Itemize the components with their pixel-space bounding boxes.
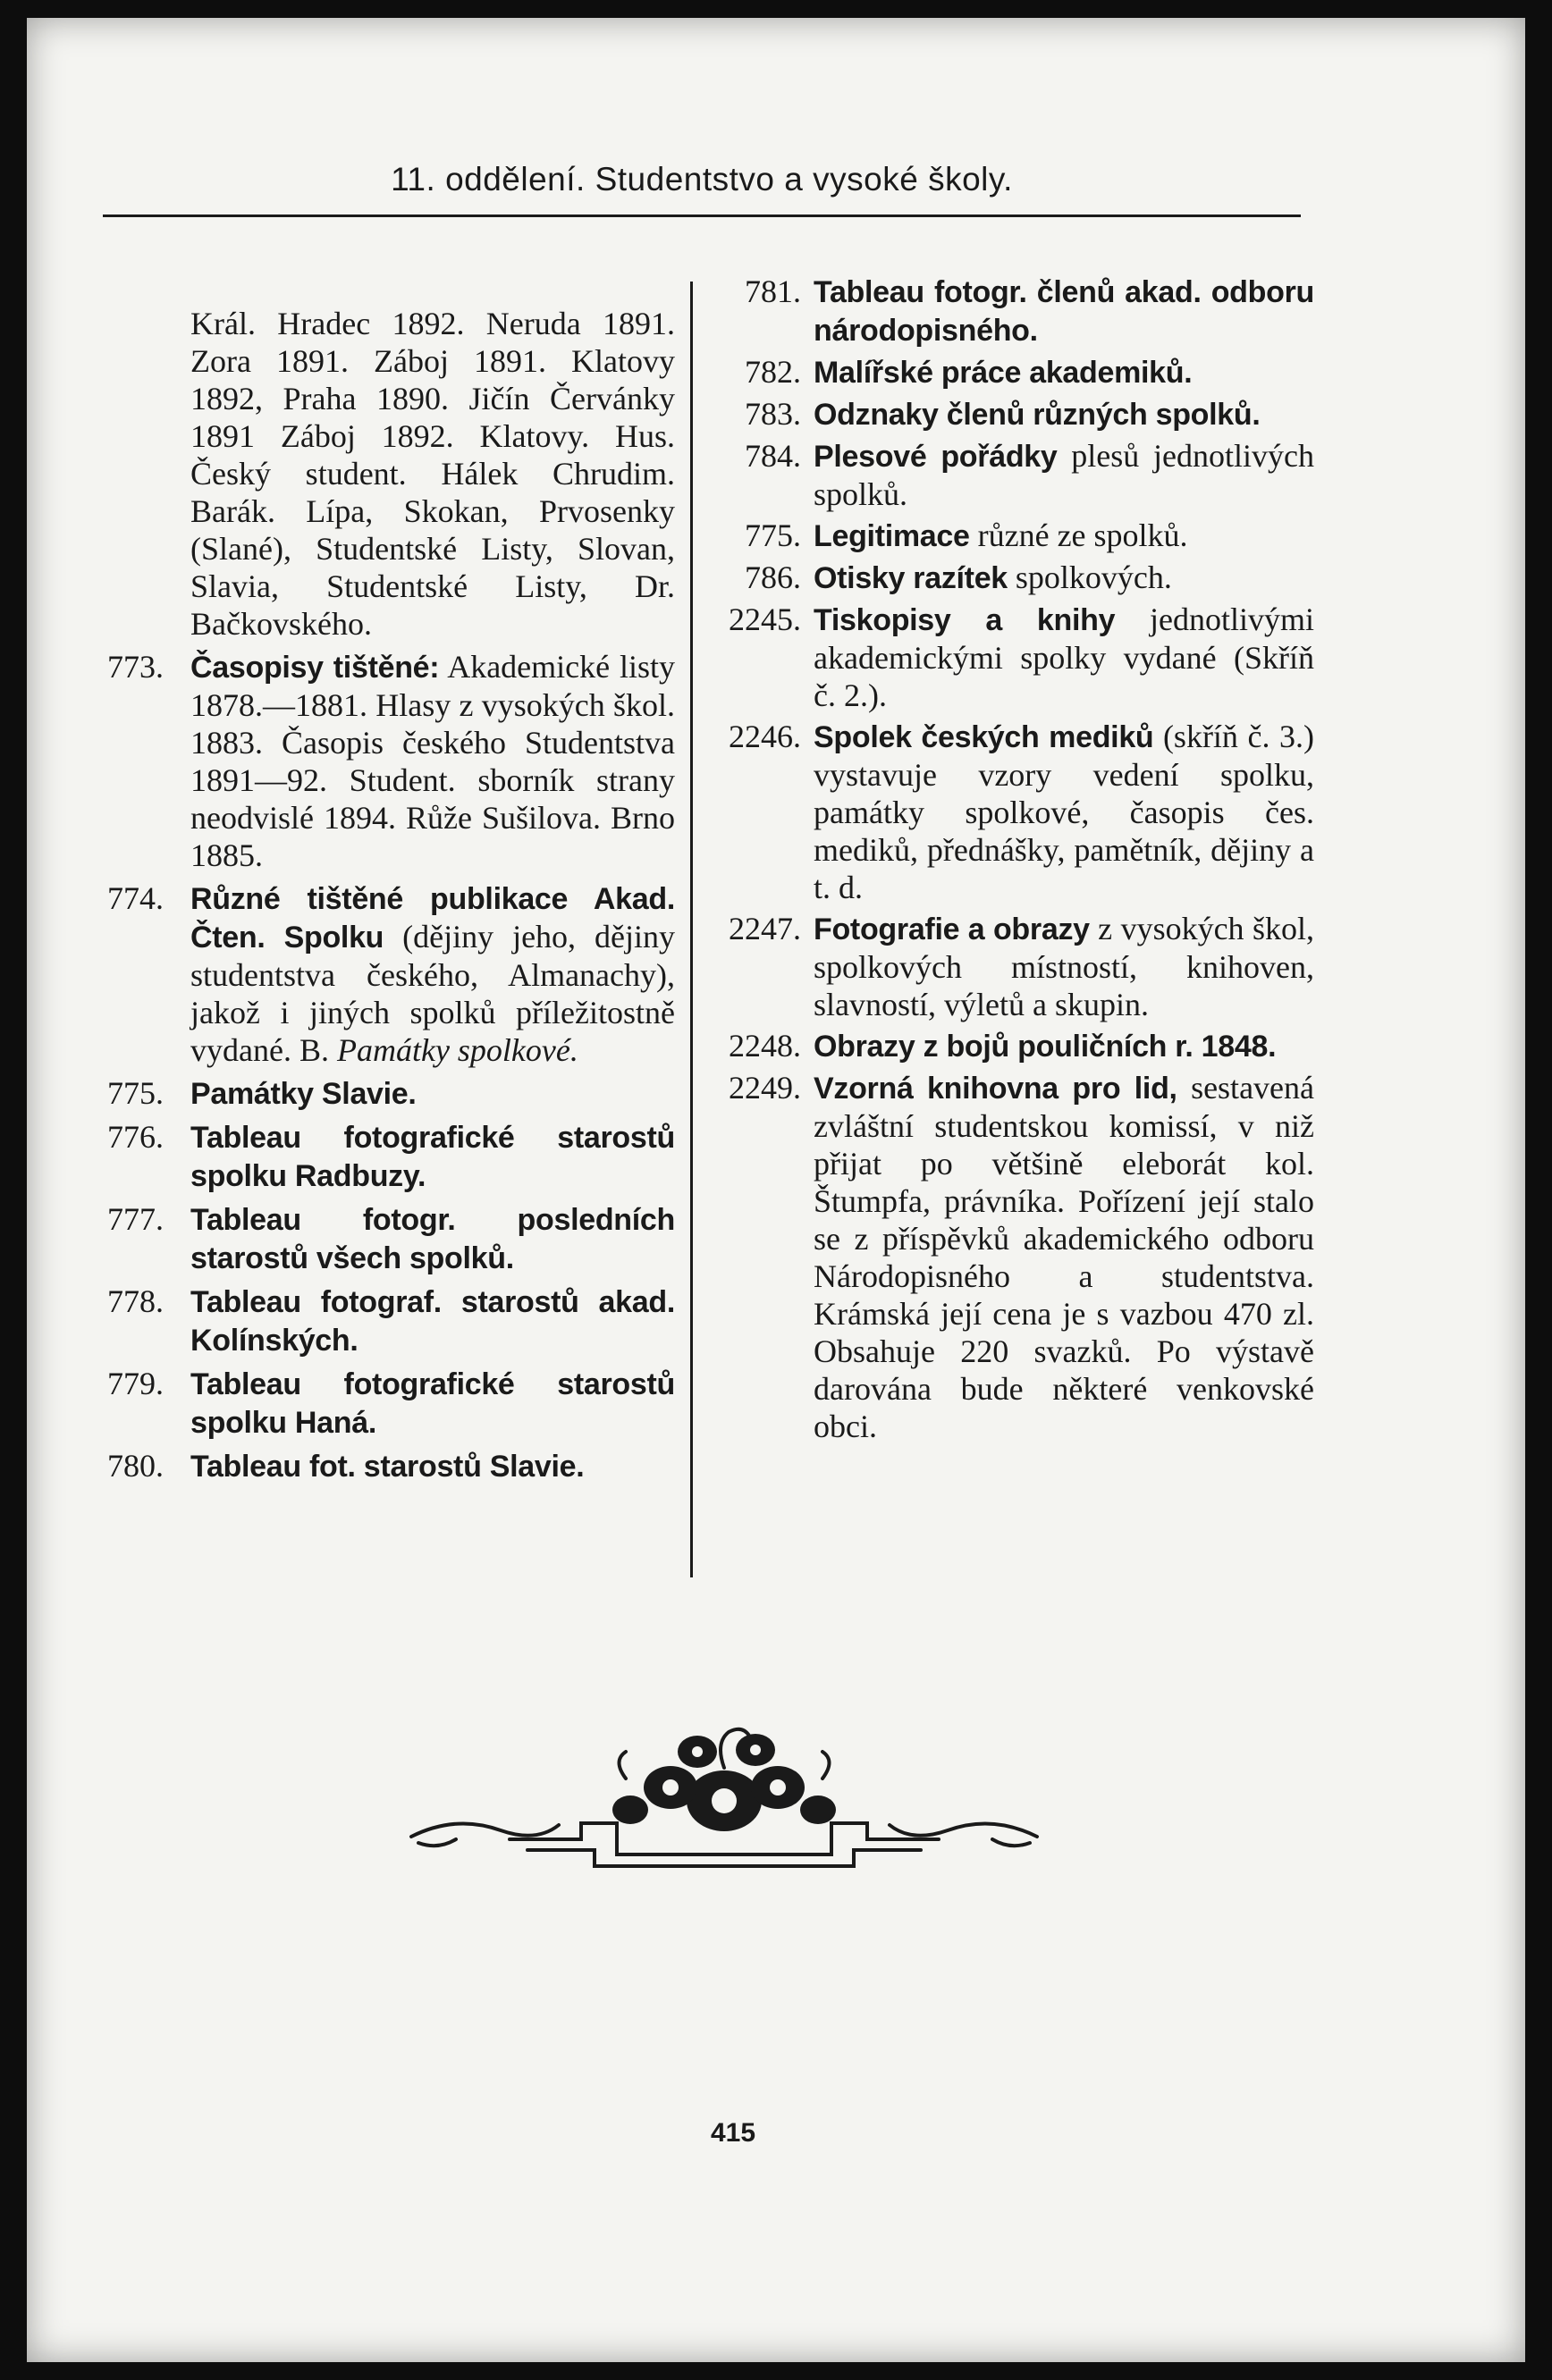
entry-title: Tableau fotografické starostů spolku Radbuzy. — [190, 1121, 675, 1193]
entry-number: 784. — [745, 438, 801, 474]
entry-title: Otisky razítek — [814, 561, 1008, 595]
entry-number: 2246. — [729, 719, 801, 754]
entry-text: spolkových. — [1007, 559, 1172, 595]
entry-title: Vzorná knihovna pro lid, — [814, 1072, 1177, 1106]
entry-title: Památky Slavie. — [190, 1077, 417, 1111]
entry-number: 779. — [107, 1366, 164, 1401]
entry-number: 2245. — [729, 601, 801, 637]
entry-text: sestavená zvláštní studentskou komissí, v niž přijat po většině eleborát kol. Štumpfa, právníka. Pořízení její stalo se z příspěvků akademického odboru Národopisného a studentstva. Krámská její cena je s vazbou 470 zl. Obsahuje 220 svazků. Po výstavě darována bude některé venkovské obci. — [814, 1070, 1314, 1444]
running-head: 11. oddělení. Studentstvo a vysoké školy. — [391, 161, 1013, 198]
entry-number: 2247. — [729, 911, 801, 946]
catalog-entry — [706, 273, 1314, 349]
entry-title: Tableau fot. starostů Slavie. — [190, 1450, 585, 1484]
catalog-entry — [107, 1283, 675, 1359]
left-column — [107, 273, 675, 1485]
continued-text: Král. Hradec 1892. Neruda 1891. Zora 1891. Záboj 1891. Klatovy 1892, Praha 1890. Jičín Červánky 1891 Záboj 1892. Klatovy. Hus. Český student. Hálek Chrudim. Barák. Lípa, Skokan, Prvosenky (Slané), Studentské Listy, Slovan, Slavia, Studentské Listy, Dr. Bačkovského. — [190, 306, 675, 642]
entry-title: Tiskopisy a knihy — [814, 603, 1116, 637]
entry-title: Tableau fotogr. členů akad. odboru národopisného. — [814, 275, 1314, 348]
entry-title: Tableau fotografické starostů spolku Haná. — [190, 1367, 675, 1440]
entry-title: Obrazy z bojů pouličních r. 1848. — [814, 1030, 1277, 1064]
entry-number: 780. — [107, 1448, 164, 1484]
catalog-entry — [107, 1074, 675, 1113]
entry-number: 774. — [107, 880, 164, 916]
entry-number: 781. — [745, 273, 801, 309]
catalog-entry — [706, 1027, 1314, 1065]
column-rule — [690, 282, 693, 1577]
entry-number: 775. — [107, 1075, 164, 1111]
entry-text: (dějiny jeho, dějiny studentstva českého, Almanachy), jakož i jiných spolků příležitostně vydané. B. — [190, 919, 675, 1068]
header-rule — [103, 214, 1301, 217]
entry-number: 2249. — [729, 1070, 801, 1106]
entry-title: Spolek českých mediků — [814, 720, 1154, 754]
entry-text: (skříň č. 3.) vystavuje vzory vedení spolku, památky spolkové, časopis čes. mediků, přednášky, pamětník, dějiny a t. d. — [814, 719, 1314, 905]
entry-number: 775. — [745, 517, 801, 553]
catalog-entry — [706, 1069, 1314, 1445]
book-page — [27, 18, 1525, 2362]
catalog-entry — [107, 1118, 675, 1195]
catalog-entry — [706, 601, 1314, 714]
entry-title: Tableau fotogr. posledních starostů všech spolků. — [190, 1203, 675, 1275]
entry-title: Plesové pořádky — [814, 440, 1058, 474]
floral-ornament — [402, 1725, 1046, 1895]
catalog-entry — [706, 718, 1314, 906]
catalog-entry — [107, 1200, 675, 1277]
catalog-entry — [706, 353, 1314, 391]
catalog-entry — [706, 910, 1314, 1023]
entry-text: z vysokých škol, spolkových místností, knihoven, slavností, výletů a skupin. — [814, 911, 1314, 1022]
catalog-entry — [706, 559, 1314, 597]
entry-number: 782. — [745, 354, 801, 390]
catalog-entry — [107, 879, 675, 1069]
entry-text: jednotlivými akademickými spolky vydané (Skříň č. 2.). — [814, 601, 1314, 713]
entry-number: 778. — [107, 1283, 164, 1319]
catalog-entry — [107, 1365, 675, 1442]
entry-number: 773. — [107, 649, 164, 685]
entry-title: Různé tištěné publikace Akad. Čten. Spolku — [190, 882, 675, 955]
catalog-entry — [107, 648, 675, 874]
entry-italic-text: Památky spolkové. — [336, 1032, 578, 1068]
entry-number: 2248. — [729, 1028, 801, 1064]
entry-number: 783. — [745, 396, 801, 432]
entry-number: 786. — [745, 559, 801, 595]
entry-text: různé ze spolků. — [969, 517, 1188, 553]
entry-number: 776. — [107, 1119, 164, 1155]
entry-number: 777. — [107, 1201, 164, 1237]
page-number: 415 — [710, 2118, 756, 2148]
catalog-entry — [706, 517, 1314, 555]
catalog-entry — [706, 437, 1314, 513]
entry-title: Malířské práce akademiků. — [814, 356, 1193, 390]
right-column — [706, 273, 1314, 1445]
catalog-entry — [107, 1447, 675, 1485]
entry-text: Akademické listy 1878.—1881. Hlasy z vysokých škol. 1883. Časopis českého Studentstva 1891—92. Student. sborník strany neodvislé 1894. Růže Sušilova. Brno 1885. — [190, 649, 675, 873]
entry-title: Časopisy tištěné: — [190, 651, 440, 685]
entry-title: Tableau fotograf. starostů akad. Kolínských. — [190, 1285, 675, 1358]
catalog-entry — [706, 395, 1314, 433]
entry-text: plesů jednotlivých spolků. — [814, 438, 1314, 512]
entry-title: Odznaky členů různých spolků. — [814, 398, 1261, 432]
entry-title: Legitimace — [814, 519, 970, 553]
entry-title: Fotografie a obrazy — [814, 912, 1090, 946]
